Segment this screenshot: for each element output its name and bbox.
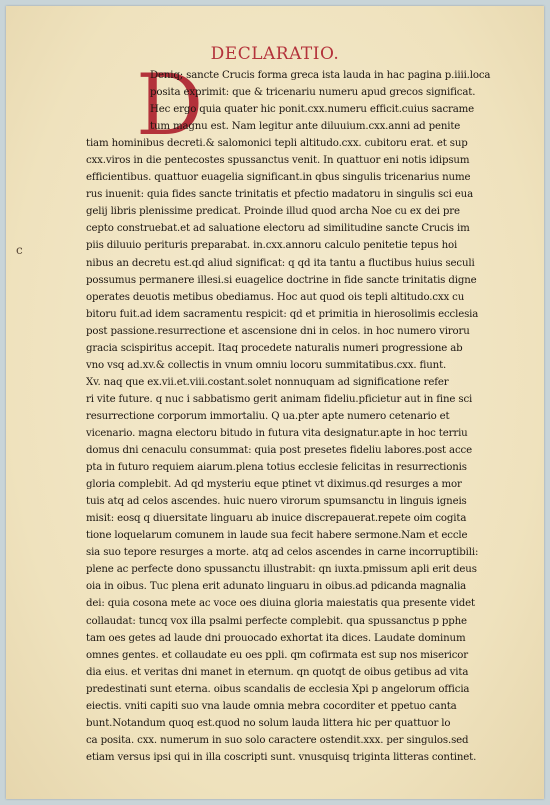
text-line: predestinati sunt eterna. oibus scandalis de ecclesia Xpi p angelorum officia [86, 683, 470, 695]
text-line: omnes gentes. et collaudate eu oes ppli. qm cofirmata est sup nos misericor [86, 649, 468, 661]
text-line: misit: eosq q diuersitate linguaru ab inuice discrepauerat.repete oim cogita [86, 513, 467, 525]
text-line: nibus an decretu est.qd aliud significat: q qd ita tantu a fluctibus huius seculi [86, 257, 475, 269]
text-line: Xv. naq que ex.vii.et.viii.costant.solet nonnuquam ad significatione refer [86, 376, 449, 388]
text-line: domus dni cenaculu consummat: quia post presetes fideliu labores.post acce [86, 445, 472, 457]
text-line: tuis atq ad celos ascendes. huic nuero virorum spumsanctu in linguis igneis [86, 496, 467, 508]
text-body [86, 56, 530, 766]
text-line: ca posita. cxx. numerum in suo solo caractere ostendit.xxx. per singulos.sed [86, 734, 469, 746]
manuscript-page [6, 6, 544, 799]
text-line: ri vite future. q nuc i sabbatismo gerit animam fideliu.pficietur aut in fine sci [86, 393, 473, 405]
text-line: cxx.viros in die pentecostes spussanctus venit. In quattuor eni notis idipsum [86, 155, 470, 167]
text-line: operates deuotis metibus obediamus. Hoc aut quod ois tepli altitudo.cxx cu [86, 291, 465, 303]
text-line: bitoru fuit.ad idem sacramentu respicit: qd et primitia in hierosolimis ecclesia [86, 308, 479, 320]
text-line: sia suo tepore resurges a morte. atq ad celos ascendes in carne incorruptibili: [86, 547, 479, 559]
text-line: posita exprimit: que & tricenariu numeru apud grecos significat. [150, 87, 476, 99]
text-line: tione loquelarum comunem in laude sua fecit habere sermone.Nam et eccle [86, 530, 468, 542]
text-line: Deniq; sancte Crucis forma greca ista lauda in hac pagina p.iiii.loca [150, 70, 491, 81]
text-line: tam oes getes ad laude dni prouocado exhortat ita dices. Laudate dominum [86, 632, 466, 644]
text-line: cepto construebat.et ad saluatione electoru ad similitudine sancte Crucis im [86, 223, 470, 235]
text-line: dei: quia cosona mete ac voce oes diuina gloria maiestatis qua presente videt [86, 598, 475, 610]
text-line: vicenario. magna electoru bitudo in futura vita designatur.apte in hoc terriu [86, 427, 468, 439]
text-line: eiectis. vniti capiti suo vna laude omnia mebra cocorditer et ppetuo canta [86, 700, 457, 712]
text-line: plene ac perfecte dono spussanctu illustrabit: qn iuxta.pmissum apli erit deus [86, 564, 477, 576]
text-line: gelij libris plenissime predicat. Proinde illud quod archa Noe cu ex dei pre [86, 206, 460, 218]
text-line: possumus permanere illesi.si euagelice doctrine in fide sancte trinitatis digne [86, 274, 477, 286]
margin-mark: c [16, 243, 23, 257]
page-heading: DECLARATIO. [210, 44, 340, 64]
text-line: tum magnu est. Nam legitur ante diluuium.cxx.anni ad penite [150, 121, 461, 133]
text-line: bunt.Notandum quoq est.quod no solum lauda littera hic per quattuor lo [86, 717, 451, 729]
text-line: oia in oibus. Tuc plena erit adunato linguaru in oibus.ad pdicanda magnalia [86, 581, 467, 593]
text-line: resurrectione corporum immortaliu. Q ua.pter apte numero cetenario et [86, 410, 450, 422]
text-line: Hec ergo quia quater hic ponit.cxx.numeru efficit.cuius sacrame [150, 104, 475, 116]
text-line: gracia scispiritus accepit. Itaq procedete naturalis numeri progressione ab [86, 342, 463, 354]
text-line: piis diluuio perituris preparabat. in.cxx.annoru calculo penitetie tepus hoi [86, 240, 458, 252]
text-line: post passione.resurrectione et ascensione dni in celos. in hoc numero viroru [86, 325, 470, 337]
text-line: collaudat: tuncq vox illa psalmi perfecte complebit. qua spussanctus p pphe [86, 615, 467, 627]
text-line: vno vsq ad.xv.& collectis in vnum omniu locoru summitatibus.cxx. fiunt. [86, 359, 447, 371]
text-line: efficientibus. quattuor euagelia significant.in qbus singulis tricenarius nume [86, 172, 471, 184]
text-line: etiam versus ipsi qui in illa coscripti sunt. vnusquisq triginta litteras continet. [86, 751, 477, 763]
text-line: gloria complebit. Ad qd mysteriu eque ptinet vt diximus.qd resurges a mor [86, 479, 462, 491]
illuminated-initial: D [136, 56, 204, 154]
text-line: tiam hominibus decreti.& salomonici tepli altitudo.cxx. cubitoru erat. et sup [86, 138, 468, 150]
text-line: pta in futuro requiem aiarum.plena totius ecclesie felicitas in resurrectionis [86, 462, 467, 474]
text-line: dia eius. et veritas dni manet in eternum. qn quotqt de oibus getibus ad vita [86, 666, 469, 678]
text-line: rus inuenit: quia fides sancte trinitatis et pfectio madatoru in singulis sci eua [86, 189, 473, 201]
